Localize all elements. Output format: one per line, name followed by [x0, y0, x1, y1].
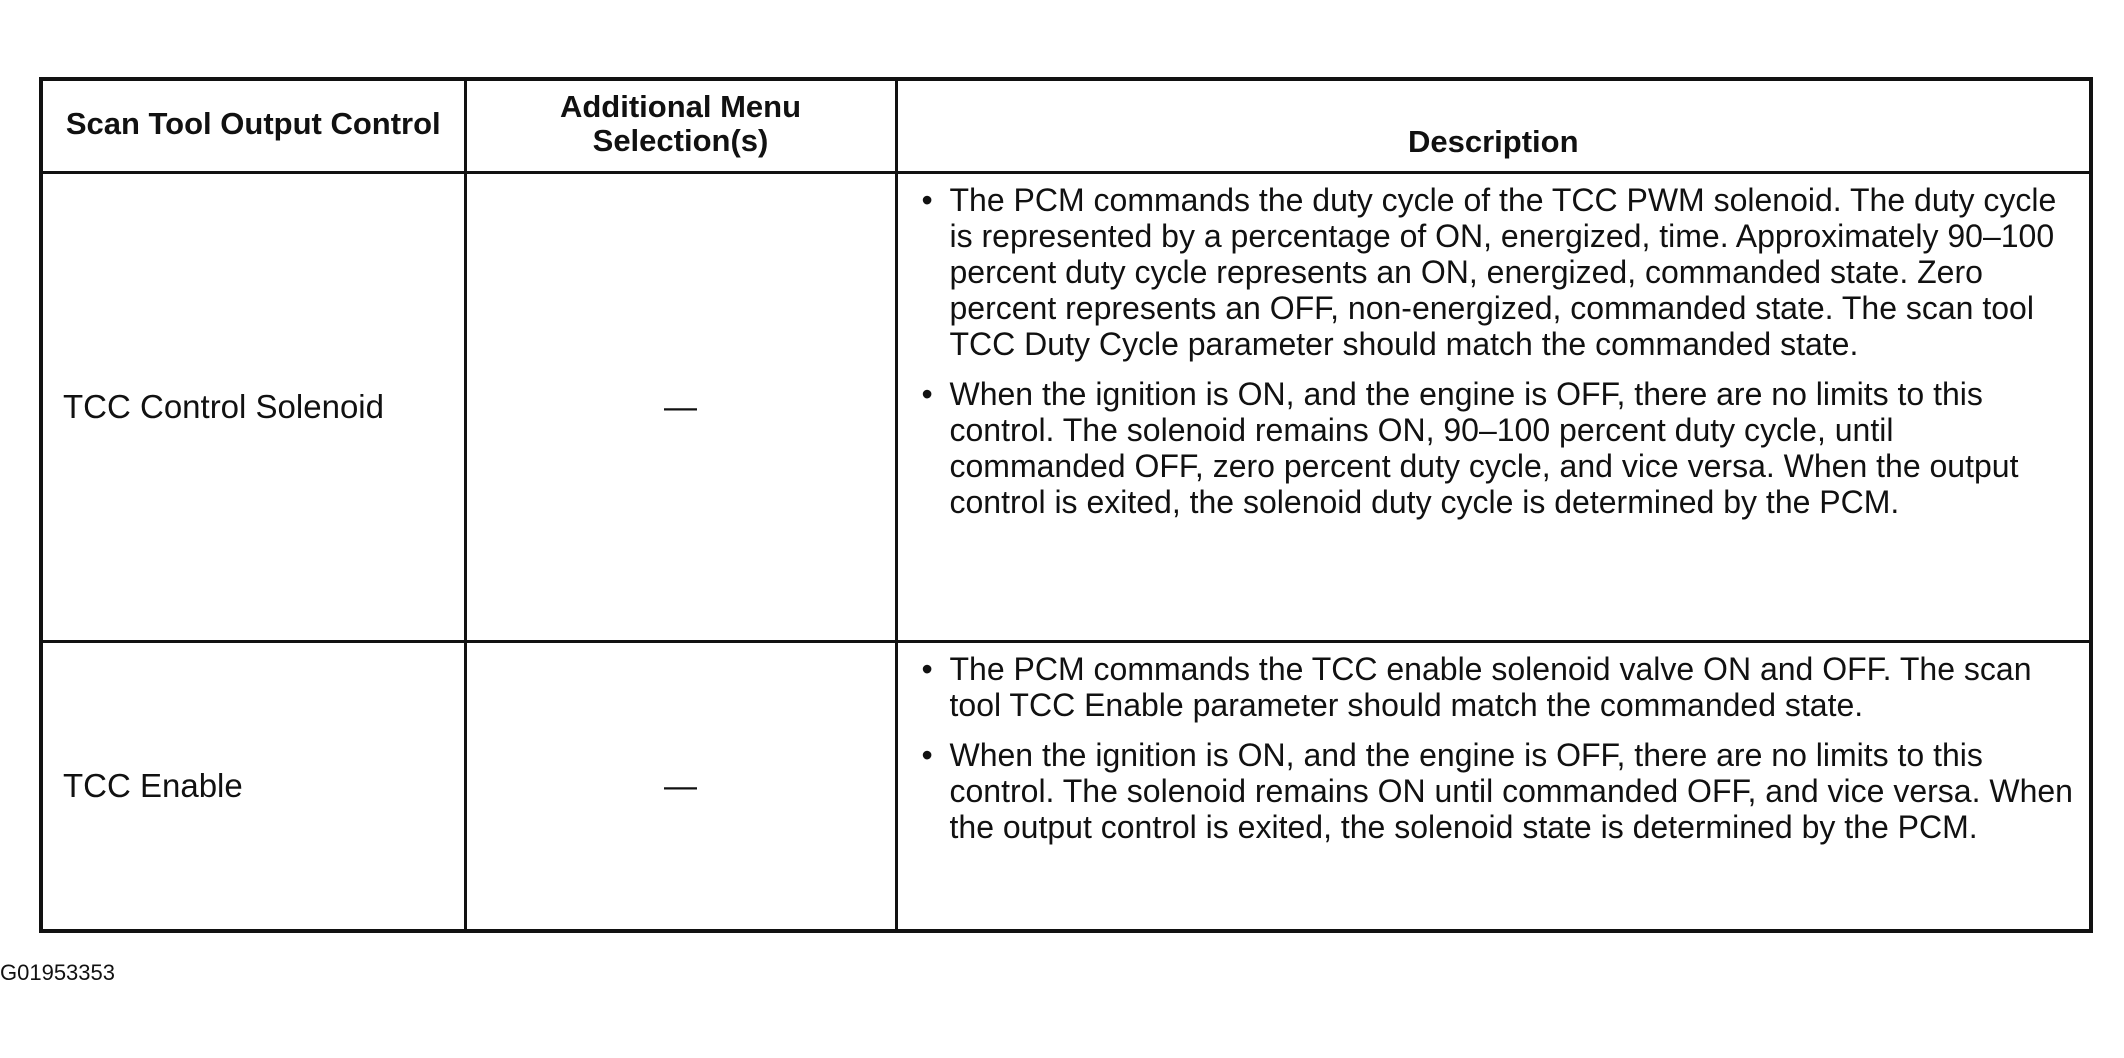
- header-description: Description: [896, 79, 2091, 172]
- control-name-cell: TCC Control Solenoid: [41, 172, 465, 641]
- header-menu-selections: Additional Menu Selection(s): [465, 79, 896, 172]
- control-name-cell: TCC Enable: [41, 641, 465, 931]
- bullet-icon: •: [921, 736, 933, 773]
- menu-selection-cell: —: [465, 641, 896, 931]
- bullet-text: The PCM commands the TCC enable solenoid valve ON and OFF. The scan tool TCC Enable parameter should match the commanded state.: [949, 650, 2032, 723]
- table-header-row: [41, 79, 2091, 172]
- description-cell: [896, 641, 2091, 931]
- description-bullet: [918, 182, 2076, 362]
- bullet-icon: •: [921, 375, 933, 412]
- output-control-table: [39, 77, 2093, 933]
- description-bullet: [918, 651, 2076, 723]
- description-bullet-list: [918, 651, 2076, 845]
- figure-id-label: G01953353: [0, 960, 115, 985]
- table-row: [41, 641, 2091, 931]
- description-bullet: [918, 376, 2076, 520]
- bullet-icon: •: [921, 181, 933, 218]
- description-bullet-list: [918, 182, 2076, 520]
- bullet-text: When the ignition is ON, and the engine is OFF, there are no limits to this control. The solenoid remains ON until commanded OFF, and vice versa. When the output control is exited, the solenoid state is determined by the PCM.: [949, 736, 2073, 845]
- output-control-table-wrapper: [39, 77, 2089, 933]
- bullet-text: When the ignition is ON, and the engine is OFF, there are no limits to this control. The solenoid remains ON, 90–100 percent duty cycle, until commanded OFF, zero percent duty cycle, and vice versa. When the output control is exited, the solenoid duty cycle is determined by the PCM.: [949, 375, 2019, 520]
- bullet-icon: •: [921, 650, 933, 687]
- menu-selection-cell: —: [465, 172, 896, 641]
- bullet-text: The PCM commands the duty cycle of the TCC PWM solenoid. The duty cycle is represented by a percentage of ON, energized, time. Approximately 90–100 percent duty cycle represents an ON, energized, commanded state. Zero percent represents an OFF, non-energized, commanded state. The scan tool TCC Duty Cycle parameter should match the commanded state.: [949, 181, 2057, 362]
- description-cell: [896, 172, 2091, 641]
- table-row: [41, 172, 2091, 641]
- header-output-control: Scan Tool Output Control: [41, 79, 465, 172]
- description-bullet: [918, 737, 2076, 845]
